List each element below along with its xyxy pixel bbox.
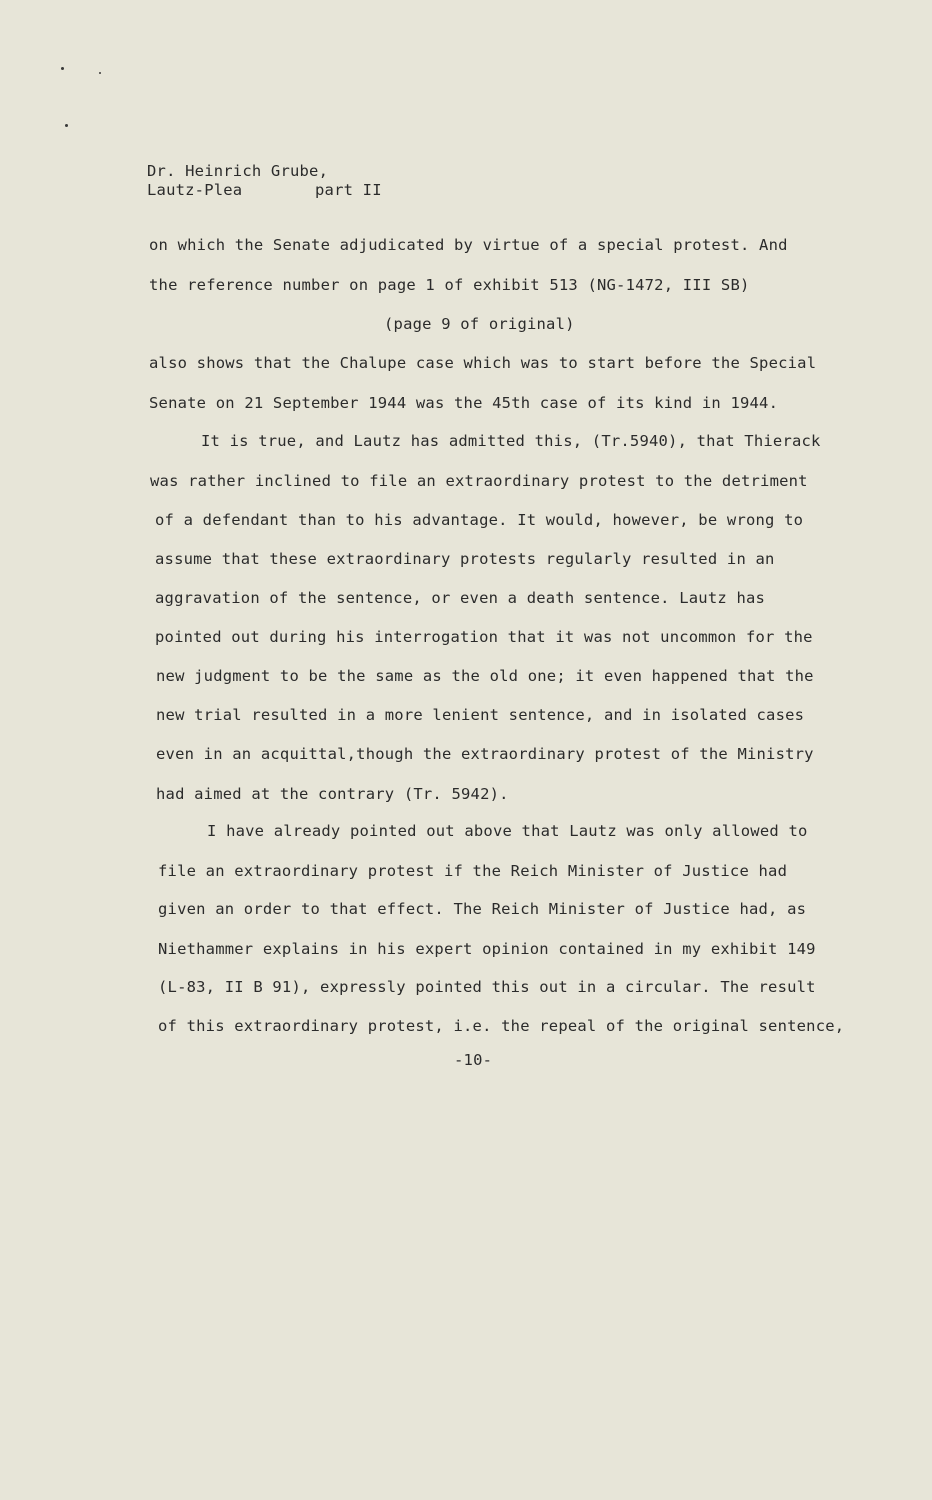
ink-speck	[65, 124, 68, 127]
body-line: (L-83, II B 91), expressly pointed this out in a circular. The result	[158, 978, 816, 996]
body-line: It is true, and Lautz has admitted this, (Tr.5940), that Thierack	[201, 432, 821, 450]
body-line: also shows that the Chalupe case which was to start before the Special	[149, 354, 817, 372]
body-line: of this extraordinary protest, i.e. the repeal of the original sentence,	[158, 1017, 845, 1035]
body-line: given an order to that effect. The Reich Minister of Justice had, as	[158, 900, 807, 918]
header-author: Dr. Heinrich Grube,	[147, 162, 329, 180]
body-line: of a defendant than to his advantage. It would, however, be wrong to	[155, 511, 804, 529]
header-part: part II	[315, 181, 382, 199]
body-line: even in an acquittal,though the extraordinary protest of the Ministry	[156, 745, 814, 763]
body-line: on which the Senate adjudicated by virtue of a special protest. And	[149, 236, 788, 254]
body-line: had aimed at the contrary (Tr. 5942).	[156, 785, 509, 803]
body-line: assume that these extraordinary protests regularly resulted in an	[155, 550, 775, 568]
body-line: Senate on 21 September 1944 was the 45th case of its kind in 1944.	[149, 394, 779, 412]
body-line: pointed out during his interrogation that it was not uncommon for the	[155, 628, 813, 646]
page-number: -10-	[454, 1051, 493, 1069]
body-line: new judgment to be the same as the old one; it even happened that the	[156, 667, 814, 685]
body-line: was rather inclined to file an extraordinary protest to the detriment	[150, 472, 808, 490]
body-line: (page 9 of original)	[384, 315, 575, 333]
ink-speck	[61, 67, 64, 70]
body-line: new trial resulted in a more lenient sentence, and in isolated cases	[156, 706, 805, 724]
body-line: I have already pointed out above that Lautz was only allowed to	[207, 822, 808, 840]
body-line: the reference number on page 1 of exhibit 513 (NG-1472, III SB)	[149, 276, 750, 294]
header-subtitle: Lautz-Plea	[147, 181, 243, 199]
body-line: file an extraordinary protest if the Reich Minister of Justice had	[158, 862, 788, 880]
body-line: aggravation of the sentence, or even a death sentence. Lautz has	[155, 589, 766, 607]
ink-speck	[99, 72, 101, 74]
body-line: Niethammer explains in his expert opinion contained in my exhibit 149	[158, 940, 816, 958]
